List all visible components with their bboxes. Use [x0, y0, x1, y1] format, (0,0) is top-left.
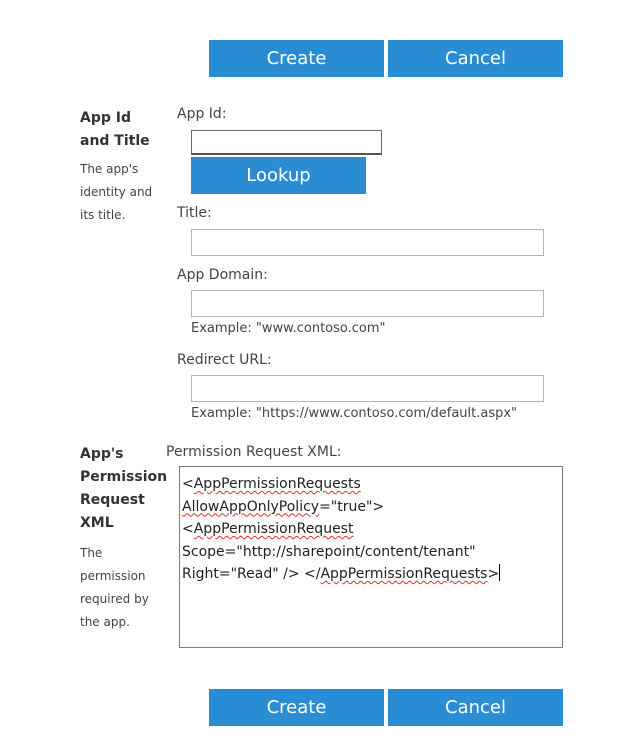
xml-text: AppPermissionRequests — [193, 476, 361, 492]
xml-text: AppPermissionRequests — [320, 566, 488, 582]
app-id-label: App Id: — [177, 106, 227, 122]
create-button-top[interactable]: Create — [209, 40, 384, 77]
permission-section-description: The permission required by the app. — [80, 546, 149, 629]
title-input[interactable] — [191, 229, 544, 256]
xml-text: Right="Read" /> </ — [182, 566, 321, 582]
title-label: Title: — [177, 205, 212, 221]
xml-text: Scope="http://sharepoint/content/tenant" — [182, 543, 476, 560]
text-caret — [499, 564, 500, 581]
app-domain-example: Example: "www.contoso.com" — [191, 321, 386, 336]
cancel-button-bottom[interactable]: Cancel — [388, 689, 563, 726]
app-id-section-description: The app's identity and its title. — [80, 162, 153, 222]
app-id-section-title: App Id and Title — [80, 110, 150, 149]
app-domain-input[interactable] — [191, 290, 544, 317]
xml-text: ="true"> — [319, 498, 385, 515]
app-id-input[interactable] — [191, 130, 382, 155]
app-domain-label: App Domain: — [177, 267, 268, 283]
xml-text: < — [182, 521, 194, 537]
permission-xml-label: Permission Request XML: — [166, 444, 342, 460]
cancel-button-top[interactable]: Cancel — [388, 40, 563, 77]
xml-text: < — [182, 476, 194, 492]
redirect-url-input[interactable] — [191, 375, 544, 402]
redirect-url-label: Redirect URL: — [177, 352, 272, 368]
xml-text: > — [487, 566, 500, 582]
lookup-button[interactable]: Lookup — [191, 157, 366, 194]
xml-text: AllowAppOnlyPolicy — [182, 498, 320, 515]
permission-xml-textarea[interactable] — [179, 466, 563, 648]
redirect-url-example: Example: "https://www.contoso.com/default.aspx" — [191, 406, 518, 421]
create-button-bottom[interactable]: Create — [209, 689, 384, 726]
permission-section-title: App's Permission Request XML — [80, 446, 168, 531]
xml-text: AppPermissionRequest — [193, 521, 354, 537]
